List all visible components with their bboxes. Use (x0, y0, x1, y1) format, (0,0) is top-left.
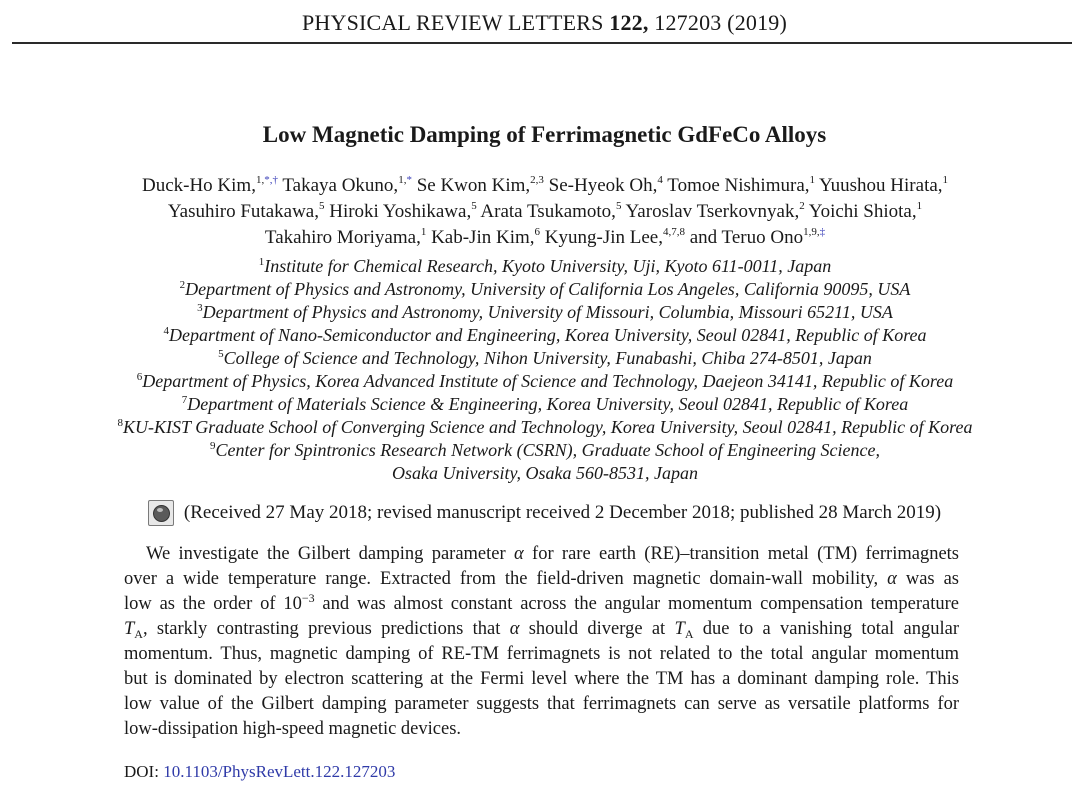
author: Takaya Okuno,$^{1,*}$ (282, 174, 412, 196)
author: Se-Hyeok Oh,$^4$ (548, 174, 663, 196)
abstract-line: We investigate the Gilbert damping parameter α for rare earth (RE)–transition metal (TM) ferrimagnets (146, 544, 960, 564)
author: Yaroslav Tserkovnyak,$^2$ (625, 200, 805, 222)
abstract-line: over a wide temperature range. Extracted from the field-driven magnetic domain-wall mobility, α was as (124, 569, 959, 589)
author: Yuushou Hirata,$^1$ (819, 174, 949, 196)
affiliation: $^6$Department of Physics, Korea Advanced Institute of Science and Technology, Daejeon 34141, Republic of Korea (136, 371, 954, 391)
abstract-line: low-dissipation high-speed magnetic devices. (124, 719, 462, 739)
received-text: (Received 27 May 2018; revised manuscript received 2 December 2018; published 28 March 2019) (183, 502, 942, 523)
author-line (30, 225, 1060, 251)
author-line (30, 199, 1060, 225)
journal-volume: 122, (609, 10, 649, 35)
author: Hiroki Yoshikawa,$^5$ (329, 200, 477, 222)
checkmark-update-icon[interactable] (148, 500, 174, 526)
author: Yoichi Shiota,$^1$ (808, 200, 923, 222)
affiliation: $^1$Institute for Chemical Research, Kyoto University, Uji, Kyoto 611-0011, Japan (258, 256, 832, 276)
author-line (30, 173, 1060, 199)
author: Takahiro Moriyama,$^1$ (264, 226, 427, 248)
affiliation: $^2$Department of Physics and Astronomy, University of California Los Angeles, California 90095, USA (179, 279, 911, 299)
header-rule (12, 42, 1072, 44)
affiliation: $^7$Department of Materials Science & Engineering, Korea University, Seoul 02841, Republic of Korea (181, 394, 909, 414)
journal-header (0, 10, 1089, 36)
author-list (30, 173, 1060, 251)
author: Tomoe Nishimura,$^1$ (667, 174, 815, 196)
abstract-line: low value of the Gilbert damping parameter suggests that ferrimagnets can serve as versatile platforms for (124, 694, 959, 714)
author: and Teruo Ono$^{1,9,\ddagger}$ (689, 226, 826, 248)
affiliation: Osaka University, Osaka 560-8531, Japan (392, 463, 698, 483)
affiliation: $^5$College of Science and Technology, Nihon University, Funabashi, Chiba 274-8501, Japan (218, 348, 872, 368)
affiliation: $^4$Department of Nano-Semiconductor and Engineering, Korea University, Seoul 02841, Republic of Korea (163, 325, 927, 345)
affiliation-list (20, 255, 1070, 485)
affiliation: $^3$Department of Physics and Astronomy, University of Missouri, Columbia, Missouri 65211, USA (197, 302, 893, 322)
paper-title: Low Magnetic Damping of Ferrimagnetic GdFeCo Alloys (262, 122, 827, 147)
author: Se Kwon Kim,$^{2,3}$ (416, 174, 544, 196)
abstract (124, 542, 959, 742)
abstract-line: momentum. Thus, magnetic damping of RE-TM ferrimagnets is not related to the total angular momentum (124, 644, 959, 664)
article-number-year: 127203 (2019) (654, 10, 788, 35)
received-dates (0, 500, 1089, 526)
doi-label: DOI: (124, 762, 159, 781)
abstract-line: but is dominated by electron scattering at the Fermi level where the TM has a dominant damping role. This (124, 669, 959, 689)
doi-row (124, 762, 395, 782)
abstract-line: low as the order of $10^{-3}$ and was almost constant across the angular momentum compensation temperature (124, 591, 959, 614)
author: Arata Tsukamoto,$^5$ (480, 200, 622, 222)
author: Duck-Ho Kim,$^{1,*,\dagger}$ (141, 174, 278, 196)
author: Kab-Jin Kim,$^6$ (431, 226, 541, 248)
author: Kyung-Jin Lee,$^{4,7,8}$ (544, 226, 685, 248)
author: Yasuhiro Futakawa,$^5$ (167, 200, 325, 222)
journal-name: PHYSICAL REVIEW LETTERS (301, 10, 604, 35)
affiliation: $^8$KU-KIST Graduate School of Converging Science and Technology, Korea University, Seoul 02841, Republic of Korea (117, 417, 973, 437)
affiliation: $^9$Center for Spintronics Research Network (CSRN), Graduate School of Engineering Science, (209, 440, 881, 460)
doi-link[interactable]: 10.1103/PhysRevLett.122.127203 (163, 762, 396, 781)
abstract-line: $T_A$, starkly contrasting previous predictions that α should diverge at $T_A$ due to a vanishing total angular (124, 619, 959, 641)
